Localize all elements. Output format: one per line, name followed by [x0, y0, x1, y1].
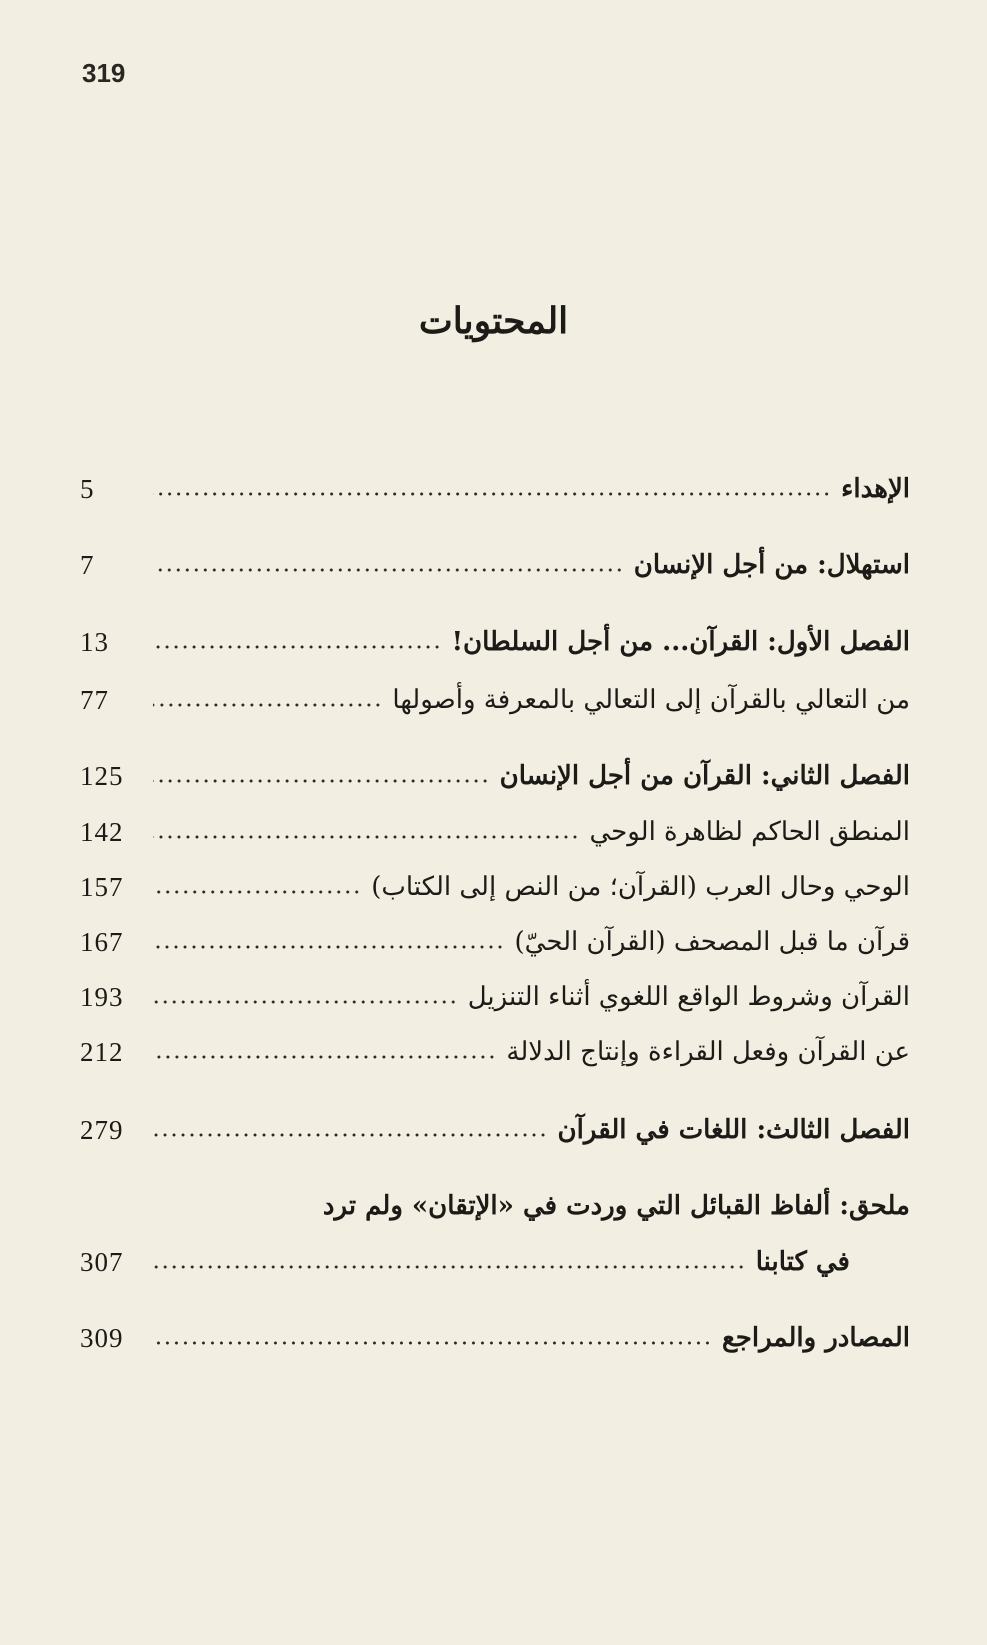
toc-entry-section[interactable] — [80, 1028, 910, 1076]
toc-page-number: 309 — [80, 1322, 124, 1353]
toc-entry-section[interactable] — [80, 676, 910, 724]
toc-page-number: 307 — [80, 1246, 124, 1277]
toc-page-number: 157 — [80, 871, 124, 902]
dot-leader — [153, 1000, 458, 1004]
toc-entry-label: المنطق الحاكم لظاهرة الوحي — [589, 817, 910, 847]
toc-entry-appendix-line1[interactable]: ملحق: ألفاظ القبائل التي وردت في «الإتقان» ولم ترد — [322, 1191, 910, 1221]
toc-page-number: 193 — [80, 981, 124, 1012]
dot-leader — [153, 945, 505, 949]
dot-leader — [153, 645, 442, 649]
dot-leader — [153, 1133, 548, 1137]
dot-leader — [153, 890, 361, 894]
toc-entry-label: الإهداء — [841, 474, 910, 504]
dot-leader — [153, 1341, 712, 1345]
dot-leader — [153, 703, 382, 707]
toc-entry-label: من التعالي بالقرآن إلى التعالي بالمعرفة وأصولها — [392, 685, 910, 715]
toc-entry-label: الفصل الثالث: اللغات في القرآن — [557, 1115, 910, 1145]
toc-page-number: 7 — [80, 549, 95, 580]
toc-page-number: 142 — [80, 816, 124, 847]
toc-entry-chapter-3[interactable] — [80, 1106, 910, 1154]
toc-entry-section[interactable] — [80, 863, 910, 911]
dot-leader — [153, 568, 624, 572]
toc-entry-section[interactable] — [80, 973, 910, 1021]
toc-entry-introduction[interactable] — [80, 541, 910, 589]
toc-page-number: 5 — [80, 473, 95, 504]
toc-entry-label: القرآن وشروط الواقع اللغوي أثناء التنزيل — [467, 982, 910, 1012]
dot-leader — [153, 835, 579, 839]
toc-entry-label: الفصل الأول: القرآن... من أجل السلطان! — [451, 627, 910, 657]
toc-entry-label: استهلال: من أجل الإنسان — [633, 550, 910, 580]
toc-entry-appendix[interactable] — [80, 1238, 910, 1286]
toc-entry-section[interactable] — [80, 808, 910, 856]
page-number: 319 — [82, 58, 126, 88]
toc-page-number: 13 — [80, 626, 109, 657]
dot-leader — [153, 1265, 746, 1269]
toc-entry-label: عن القرآن وفعل القراءة وإنتاج الدلالة — [506, 1037, 910, 1067]
toc-page-number: 77 — [80, 684, 109, 715]
toc-entry-label: الفصل الثاني: القرآن من أجل الإنسان — [499, 761, 910, 791]
toc-entry-chapter-2[interactable] — [80, 752, 910, 800]
toc-entry-label: الوحي وحال العرب (القرآن؛ من النص إلى الكتاب) — [371, 872, 910, 902]
toc-page-number: 125 — [80, 760, 124, 791]
toc-page-number: 212 — [80, 1036, 124, 1067]
toc-entry-label: في كتابنا — [755, 1247, 850, 1277]
page-title: المحتويات — [418, 300, 569, 342]
dot-leader — [153, 1055, 496, 1059]
toc-page-number: 279 — [80, 1114, 124, 1145]
toc-entry-references[interactable] — [80, 1314, 910, 1362]
toc-page-number: 167 — [80, 926, 124, 957]
toc-entry-chapter-1[interactable] — [80, 618, 910, 666]
toc-entry-section[interactable] — [80, 918, 910, 966]
toc-entry-label: المصادر والمراجع — [721, 1323, 910, 1353]
toc-entry-label: قرآن ما قبل المصحف (القرآن الحيّ) — [514, 927, 910, 957]
toc-entry-dedication[interactable] — [80, 465, 910, 513]
dot-leader — [153, 492, 831, 496]
dot-leader — [153, 779, 490, 783]
